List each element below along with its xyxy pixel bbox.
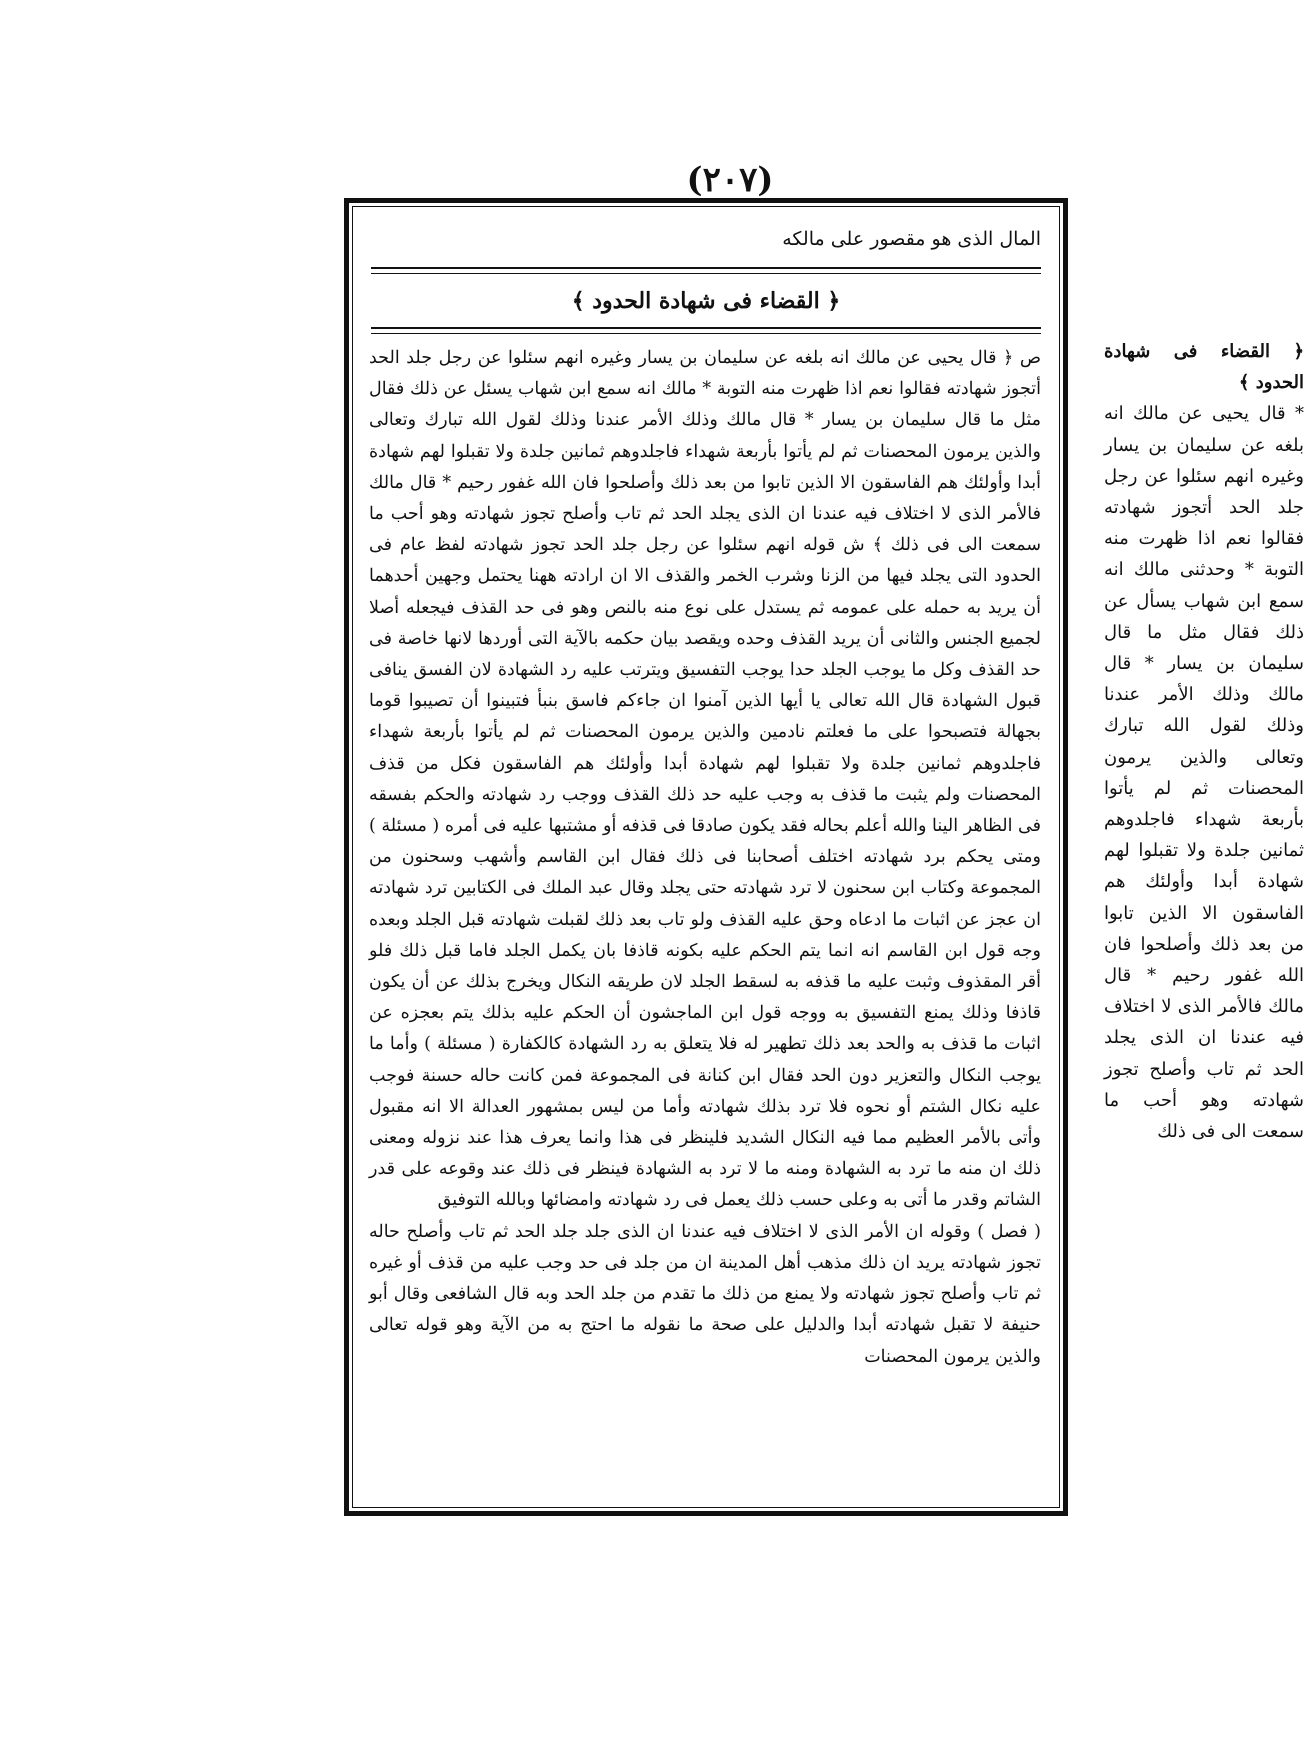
top-rule — [371, 267, 1041, 269]
chapter-title: ﴿ القضاء فى شهادة الحدود ﴾ — [571, 288, 841, 314]
commentary-paragraph: ص ﴿ قال يحيى عن مالك انه بلغه عن سليمان بن يسار وغيره انهم سئلوا عن رجل جلد الحد أتجوز شهادته فقالوا نعم اذا ظهرت منه التوبة * مالك انه سمع ابن شهاب يسئل عن ذلك فقال مثل ما قال سليمان بن يسار * قال مالك وذلك الأمر عندنا وذلك لقول الله تبارك وتعالى والذين يرمون المحصنات ثم لم يأتوا بأربعة شهداء فاجلدوهم ثمانين جلدة ولا تقبلوا لهم شهادة أبدا وأولئك هم الفاسقون الا الذين تابوا من بعد ذلك وأصلحوا فان الله غفور رحيم * قال مالك فالأمر الذى لا اختلاف فيه عندنا ان الذى يجلد الحد ثم تاب وأصلح تجوز شهادته وهو أحب ما سمعت الى فى ذلك ﴾ ش قوله انهم سئلوا عن رجل جلد الحد تجوز شهادته لفظ عام فى الحدود التى يجلد فيها من الزنا وشرب الخمر والقذف الا ان ارادته ههنا يحتمل وجهين أحدهما أن يريد به حمله على عمومه ثم يستدل على نوع منه بالنص وهو فى حد القذف فيجعله أصلا لجميع الجنس والثانى أن يريد القذف وحده ويقصد بيان حكمه بالآية التى أوردها لانها خاصة فى حد القذف وكل ما يوجب الجلد حدا يوجب التفسيق ويترتب عليه رد الشهادة لان الفسق ينافى قبول الشهادة قال الله تعالى يا أيها الذين آمنوا ان جاءكم فاسق بنبأ فتبينوا أن تصيبوا قوما بجهالة فتصبحوا على ما فعلتم نادمين والذين يرمون المحصنات ثم لم يأتوا بأربعة شهداء فاجلدوهم ثمانين جلدة ولا تقبلوا لهم شهادة أبدا وأولئك هم الفاسقون فكل من قذف المحصنات ولم يثبت ما قذف به وجب عليه حد ذلك القذف ووجب رد شهادته والحكم بفسقه فى الظاهر الينا والله أعلم بحاله فقد يكون صادقا فى قذفه أو مشتبها عليه فى أمره ( مسئلة ) ومتى يحكم برد شهادته اختلف أصحابنا فى ذلك فقال ابن القاسم وأشهب وسحنون من المجموعة وكتاب ابن سحنون لا ترد شهادته حتى يجلد وقال عبد الملك فى الكتابين ترد شهادته ان عجز عن اثبات ما ادعاه وحق عليه القذف ولو تاب بعد ذلك لقبلت شهادته قبل الجلد وبعده وجه قول ابن القاسم انه انما يتم الحكم عليه بكونه قاذفا بان يكمل الجلد فاما قبل ذلك فلو أقر المقذوف وثبت عليه ما قذفه به لسقط الجلد لان طريقه النكال ويخرج بذلك عن أن يكون قاذفا وذلك يمنع التفسيق به ووجه قول ابن الماجشون أن الحكم عليه بذلك يتم بعجزه عن اثبات ما قذف به والحد بعد ذلك تطهير له فلا يتعلق به رد الشهادة كالكفارة ( مسئلة ) وأما ما يوجب النكال والتعزير دون الحد فقال ابن كنانة فى المجموعة فمن كانت حاله حسنة فوجب عليه نكال الشتم أو نحوه فلا ترد بذلك شهادته وأما من ليس بمشهور العدالة الا انه مقبول وأتى بالأمر العظيم مما فيه النكال الشديد فلينظر فى هذا وانما يعرف هذا عند نزوله ومعنى ذلك ان منه ما ترد به الشهادة ومنه ما لا ترد به الشهادة فينظر فى ذلك عند وقوعه على قدر الشاتم وقدر ما أتى به وعلى حسب ذلك يعمل فى رد شهادته وامضائها وبالله التوفيق — [369, 348, 1041, 1211]
fasl-paragraph: ( فصل ) وقوله ان الأمر الذى لا اختلاف فيه عندنا ان الذى جلد جلد الحد ثم تاب وأصلح حاله تجوز شهادته يريد ان ذلك مذهب أهل المدينة ان من جلد فى حد وجب عليه من قذف أو غيره ثم تاب وأصلح تجوز شهادته ولا يمنع من ذلك ما تقدم من جلد الحد وبه قال الشافعى وقال أبو حنيفة لا تقبل شهادته أبدا والدليل على صحة ما نقوله ما احتج به من الآية وهو قوله تعالى والذين يرمون المحصنات — [369, 1221, 1041, 1367]
continuation-line: المال الذى هو مقصور على مالكه — [782, 228, 1041, 250]
title-rule-thin — [371, 333, 1041, 334]
gloss-title: ﴿ القضاء فى شهادة الحدود ﴾ — [1104, 341, 1304, 394]
gloss-text: * قال يحيى عن مالك انه بلغه عن سليمان بن يسار وغيره انهم سئلوا عن رجل جلد الحد أتجوز شهادته فقالوا نعم اذا ظهرت منه التوبة * وحدثنى مالك انه سمع ابن شهاب يسأل عن ذلك فقال مثل ما قال سليمان بن يسار * قال مالك وذلك الأمر عندنا وذلك لقول الله تبارك وتعالى والذين يرمون المحصنات ثم لم يأتوا بأربعة شهداء فاجلدوهم ثمانين جلدة ولا تقبلوا لهم شهادة أبدا وأولئك هم الفاسقون الا الذين تابوا من بعد ذلك وأصلحوا فان الله غفور رحيم * قال مالك فالأمر الذى لا اختلاف فيه عندنا ان الذى يجلد الحد ثم تاب وأصلح تجوز شهادته وهو أحب ما سمعت الى فى ذلك — [1104, 403, 1304, 1143]
top-rule-thin — [371, 273, 1041, 274]
main-text-body — [369, 343, 1041, 1373]
page-number: (٢٠٧) — [686, 160, 774, 200]
title-rule — [371, 327, 1041, 329]
margin-gloss — [1104, 336, 1304, 1147]
main-text-frame — [344, 198, 1068, 1516]
